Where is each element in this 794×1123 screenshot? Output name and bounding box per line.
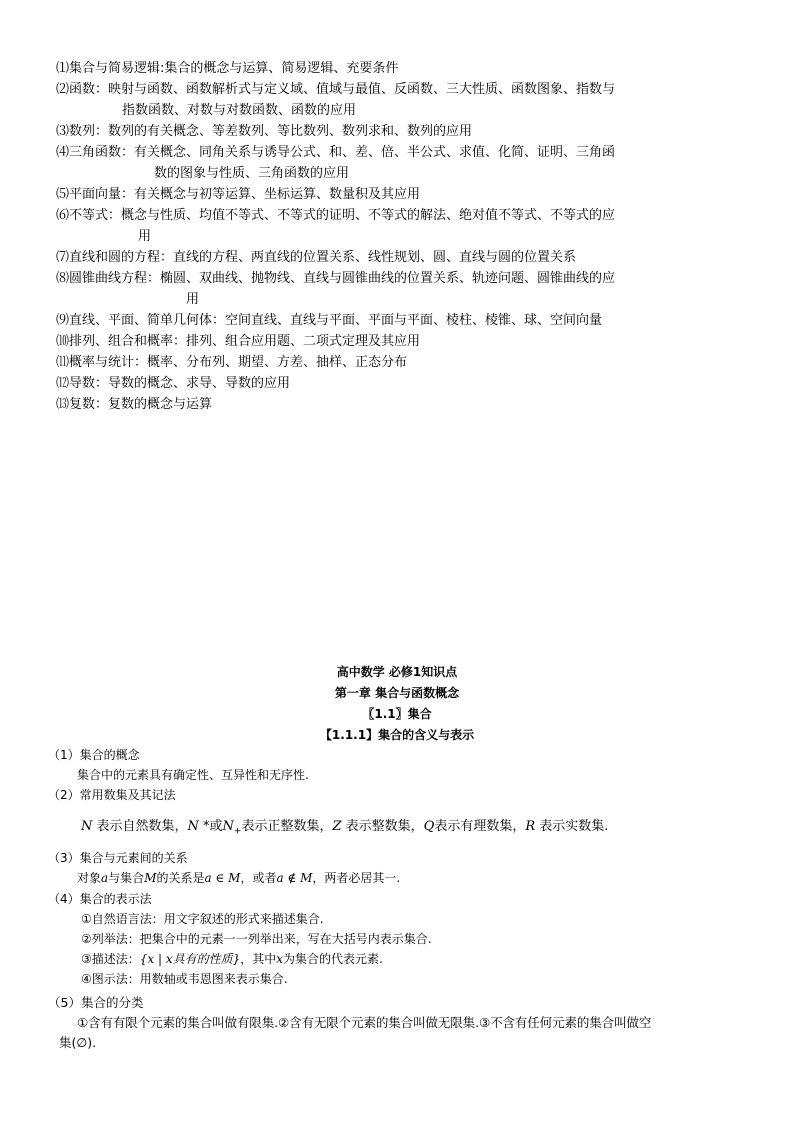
concept-text: 集合中的元素具有确定性、互异性和无序性. [77, 768, 309, 782]
outline-item-4 [56, 142, 746, 184]
outline-item-1 [56, 58, 746, 79]
symbol-x: x [276, 952, 284, 966]
outline-text: 平面向量：有关概念与初等运算、坐标运算、数量积及其应用 [69, 187, 421, 202]
method-natural-language: ①自然语言法：用文字叙述的形式来描述集合. [81, 912, 324, 926]
symbol-q: Q [423, 819, 435, 834]
membership-part: ，或者 [240, 871, 277, 885]
number-sets-part: 表示有理数集， [434, 819, 526, 834]
section-title: 〖1.1〗集合 [362, 707, 432, 721]
outline-cont: 用 [138, 229, 152, 244]
outline-num: ⑼ [56, 313, 70, 328]
symbol-r: R [525, 819, 536, 834]
number-sets-part: 表示自然数集， [92, 819, 188, 834]
concept-heading: （1）集合的概念 [48, 748, 140, 762]
number-sets-heading: （2）常用数集及其记法 [48, 788, 176, 802]
outline-num: ⑸ [56, 187, 70, 202]
number-sets-part: 或 [209, 819, 223, 834]
membership-part: 的关系是 [156, 871, 205, 885]
page-title: 高中数学 必修1知识点 [336, 665, 458, 679]
outline-num: ⑴ [56, 61, 70, 76]
representation-heading: （4）集合的表示法 [48, 892, 152, 906]
element-of-expr: a ∈ M [204, 871, 241, 885]
subsection-title: 【1.1.1】集合的含义与表示 [319, 728, 475, 742]
outline-num: ⑹ [56, 208, 70, 223]
outline-text: 不等式：概念与性质、均值不等式、不等式的证明、不等式的解法、绝对值不等式、不等式的应 [69, 208, 616, 223]
membership-part: ，两者必居其一. [312, 871, 401, 885]
number-sets-part: 表示正整数集， [241, 819, 333, 834]
membership-section [48, 848, 748, 888]
outline-item-5 [56, 184, 746, 205]
chapter-title: 第一章 集合与函数概念 [334, 686, 460, 700]
outline-text: 函数：映射与函数、函数解析式与定义域、值域与最值、反函数、三大性质、函数图象、指数与 [69, 82, 616, 97]
number-sets-part: 表示整数集， [341, 819, 424, 834]
symbol-a: a [101, 871, 109, 885]
outline-num: ⑷ [56, 145, 70, 160]
classification-section [48, 993, 748, 1053]
outline-num: ⑵ [56, 82, 70, 97]
outline-text: 复数：复数的概念与运算 [69, 397, 213, 412]
outline-text: 数列：数列的有关概念、等差数列、等比数列、数列求和、数列的应用 [69, 124, 473, 139]
outline-item-12 [56, 373, 746, 394]
symbol-n: N [81, 819, 93, 834]
classification-text: ①含有有限个元素的集合叫做有限集.②含有无限个元素的集合叫做无限集.③不含有任何元素的集合叫做空 [77, 1015, 652, 1030]
topic-outline [56, 58, 746, 415]
outline-item-13 [56, 394, 746, 415]
outline-num: ⑺ [56, 250, 70, 265]
outline-text: 直线、平面、简单几何体：空间直线、直线与平面、平面与平面、棱柱、棱锥、球、空间向量 [69, 313, 603, 328]
outline-cont: 用 [186, 292, 200, 307]
symbol-z: Z [332, 819, 342, 834]
outline-item-10 [56, 331, 746, 352]
outline-cont: 指数函数、对数与对数函数、函数的应用 [122, 103, 357, 118]
outline-num: ⑻ [56, 271, 70, 286]
outline-item-3 [56, 121, 746, 142]
outline-item-11 [56, 352, 746, 373]
symbol-n-plus: N [222, 819, 234, 834]
concept-section [48, 745, 748, 785]
number-sets-part: 表示实数集. [535, 819, 609, 834]
outline-text: 直线和圆的方程：直线的方程、两直线的位置关系、线性规划、圆、直线与圆的位置关系 [69, 250, 577, 265]
method-description [81, 949, 748, 969]
outline-text: 圆锥曲线方程：椭圆、双曲线、抛物线、直线与圆锥曲线的位置关系、轨迹问题、圆锥曲线的应 [69, 271, 616, 286]
outline-num: ⒀ [56, 397, 70, 412]
outline-text: 集合与简易逻辑:集合的概念与运算、简易逻辑、充要条件 [69, 61, 399, 76]
symbol-m: M [144, 871, 157, 885]
not-element-of-expr: a ∉ M [276, 871, 313, 885]
symbol-n-star: N [187, 819, 199, 834]
description-part: ，其中 [240, 952, 277, 966]
set-builder-expr: {x | x具有的性质} [139, 952, 241, 966]
outline-text: 三角函数：有关概念、同角关系与诱导公式、和、差、倍、半公式、求值、化简、证明、三角函 [69, 145, 616, 160]
method-diagram: ④图示法：用数轴或韦恩图来表示集合. [81, 972, 288, 986]
outline-item-9 [56, 310, 746, 331]
membership-text [77, 868, 748, 888]
classification-cont: 集(∅). [59, 1035, 97, 1050]
outline-num: ⑿ [56, 376, 70, 391]
membership-part: 对象 [77, 871, 102, 885]
outline-text: 排列、组合和概率：排列、组合应用题、二项式定理及其应用 [69, 334, 421, 349]
description-part: 为集合的代表元素. [283, 952, 383, 966]
outline-num: ⑾ [56, 355, 70, 370]
plus-subscript: + [233, 826, 242, 837]
number-sets-text [81, 817, 748, 842]
outline-item-7 [56, 247, 746, 268]
membership-heading: （3）集合与元素间的关系 [48, 851, 188, 865]
outline-item-2 [56, 79, 746, 121]
description-part: ③描述法： [81, 952, 140, 966]
section-headings [0, 662, 794, 746]
outline-item-8 [56, 268, 746, 310]
star-mark: * [198, 819, 210, 834]
outline-text: 导数：导数的概念、求导、导数的应用 [69, 376, 291, 391]
representation-section [48, 889, 748, 989]
outline-item-6 [56, 205, 746, 247]
outline-cont: 数的图象与性质、三角函数的应用 [154, 166, 350, 181]
outline-text: 概率与统计：概率、分布列、期望、方差、抽样、正态分布 [69, 355, 408, 370]
outline-num: ⑶ [56, 124, 70, 139]
method-enumeration: ②列举法：把集合中的元素一一列举出来，写在大括号内表示集合. [81, 932, 432, 946]
classification-heading: （5）集合的分类 [48, 995, 144, 1010]
number-sets-section [48, 785, 748, 842]
outline-num: ⑽ [56, 334, 70, 349]
membership-part: 与集合 [108, 871, 145, 885]
